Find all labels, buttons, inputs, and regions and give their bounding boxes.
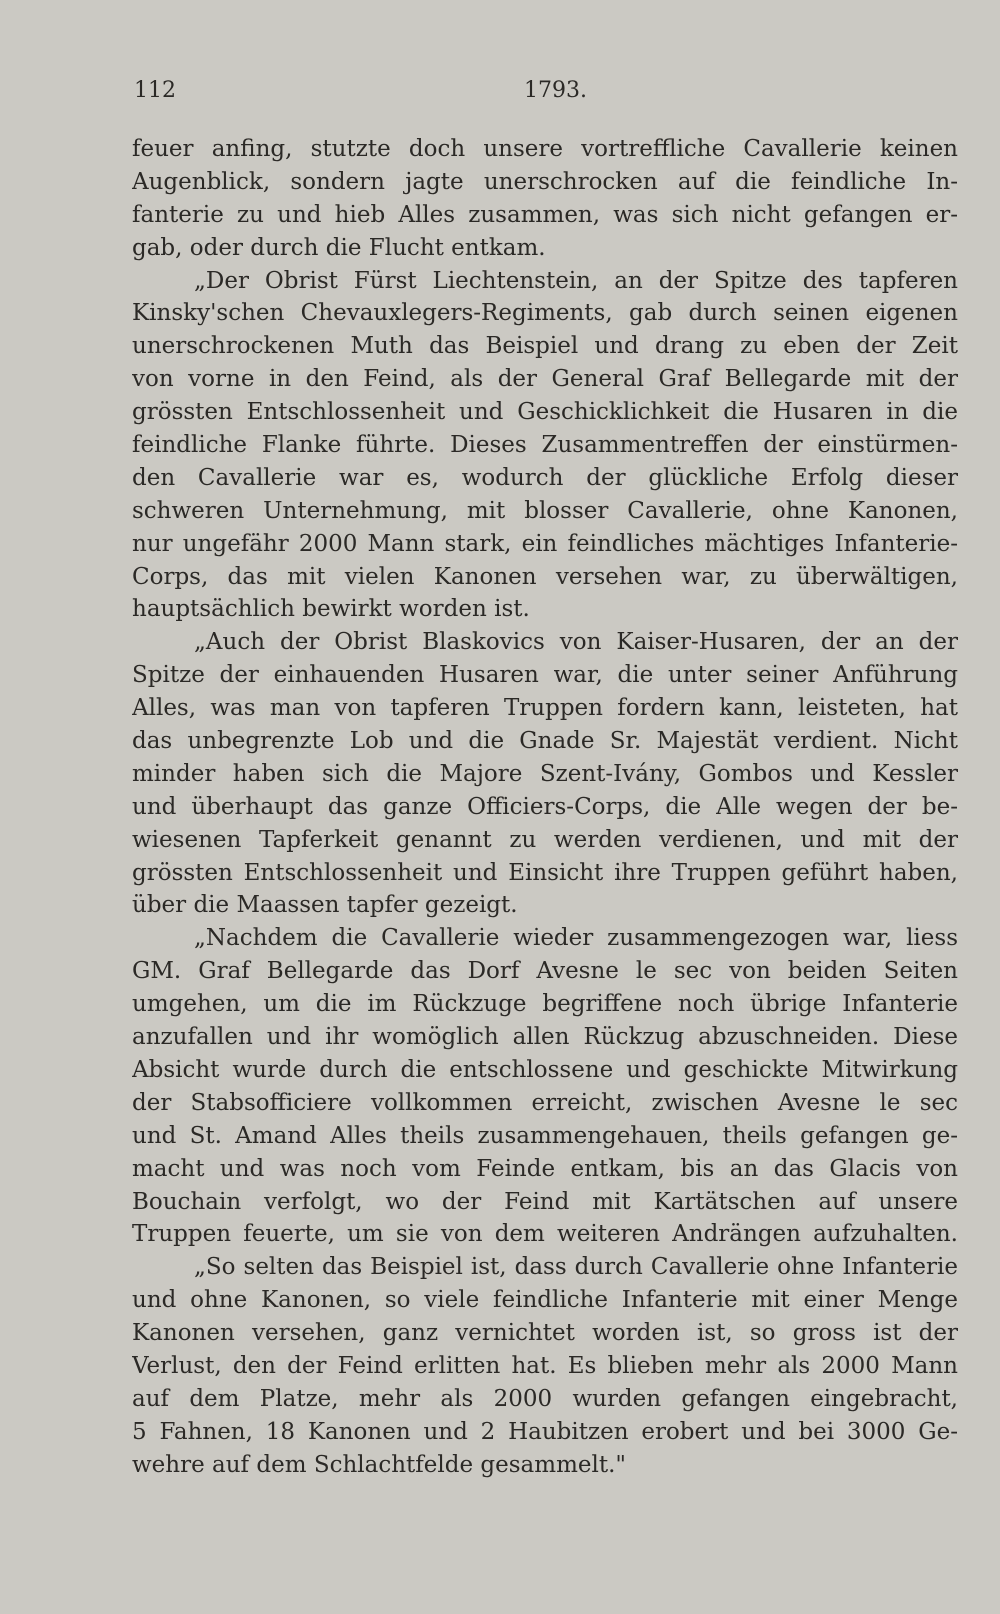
paragraph-first-line: „Nachdem die Cavallerie wieder zusammengezogen war, liess xyxy=(194,925,958,952)
text-line: nur ungefähr 2000 Mann stark, ein feindliches mächtiges Infanterie- xyxy=(132,530,958,557)
text-line: Absicht wurde durch die entschlossene und geschickte Mitwirkung xyxy=(132,1056,958,1083)
text-line: anzufallen und ihr womöglich allen Rückzug abzuschneiden. Diese xyxy=(132,1024,958,1051)
text-line: über die Maassen tapfer gezeigt. xyxy=(132,892,518,919)
text-line: Kinsky'schen Chevauxlegers-Regiments, gab durch seinen eigenen xyxy=(132,300,958,327)
running-head-year: 1793. xyxy=(524,78,587,103)
text-line: und ohne Kanonen, so viele feindliche Infanterie mit einer Menge xyxy=(132,1287,958,1314)
text-line: Corps, das mit vielen Kanonen versehen war, zu überwältigen, xyxy=(132,563,958,590)
text-line: 5 Fahnen, 18 Kanonen und 2 Haubitzen erobert und bei 3000 Ge- xyxy=(132,1418,958,1445)
text-line: Alles, was man von tapferen Truppen fordern kann, leisteten, hat xyxy=(132,695,958,722)
text-line: umgehen, um die im Rückzuge begriffene noch übrige Infanterie xyxy=(132,991,958,1018)
text-line: gab, oder durch die Flucht entkam. xyxy=(132,234,546,261)
text-line: und St. Amand Alles theils zusammengehauen, theils gefangen ge- xyxy=(132,1122,958,1149)
text-line: fanterie zu und hieb Alles zusammen, was sich nicht gefangen er- xyxy=(132,201,958,228)
text-line: grössten Entschlossenheit und Einsicht ihre Truppen geführt haben, xyxy=(132,859,958,886)
text-line: Augenblick, sondern jagte unerschrocken auf die feindliche In- xyxy=(132,168,958,195)
text-line: und überhaupt das ganze Officiers-Corps, die Alle wegen der be- xyxy=(132,793,958,820)
text-line: wiesenen Tapferkeit genannt zu werden verdienen, und mit der xyxy=(132,826,958,853)
paragraph-first-line: „Der Obrist Fürst Liechtenstein, an der Spitze des tapferen xyxy=(194,267,958,294)
text-line: minder haben sich die Majore Szent-Ivány, Gombos und Kessler xyxy=(132,760,958,787)
text-line: Truppen feuerte, um sie von dem weiteren Andrängen aufzuhalten. xyxy=(132,1221,958,1248)
text-line: grössten Entschlossenheit und Geschicklichkeit die Husaren in die xyxy=(132,399,958,426)
paragraph-first-line: „So selten das Beispiel ist, dass durch Cavallerie ohne Infanterie xyxy=(194,1254,958,1281)
text-line: unerschrockenen Muth das Beispiel und drang zu eben der Zeit xyxy=(132,333,958,360)
text-line: feindliche Flanke führte. Dieses Zusammentreffen der einstürmen- xyxy=(132,432,958,459)
text-line: auf dem Platze, mehr als 2000 wurden gefangen eingebracht, xyxy=(132,1385,958,1412)
text-line: den Cavallerie war es, wodurch der glückliche Erfolg dieser xyxy=(132,464,958,491)
text-line: von vorne in den Feind, als der General Graf Bellegarde mit der xyxy=(132,366,958,393)
page-number: 112 xyxy=(134,78,176,103)
text-line: schweren Unternehmung, mit blosser Cavallerie, ohne Kanonen, xyxy=(132,497,958,524)
text-line: Bouchain verfolgt, wo der Feind mit Kartätschen auf unsere xyxy=(132,1188,958,1215)
body-text xyxy=(132,133,958,1482)
text-line: GM. Graf Bellegarde das Dorf Avesne le sec von beiden Seiten xyxy=(132,958,958,985)
text-line: Spitze der einhauenden Husaren war, die unter seiner Anführung xyxy=(132,662,958,689)
text-line: hauptsächlich bewirkt worden ist. xyxy=(132,596,530,623)
running-head xyxy=(134,78,956,112)
paragraph-first-line: „Auch der Obrist Blaskovics von Kaiser-Husaren, der an der xyxy=(194,629,958,656)
text-line: macht und was noch vom Feinde entkam, bis an das Glacis von xyxy=(132,1155,958,1182)
text-line: das unbegrenzte Lob und die Gnade Sr. Majestät verdient. Nicht xyxy=(132,728,958,755)
text-line: Kanonen versehen, ganz vernichtet worden ist, so gross ist der xyxy=(132,1320,958,1347)
text-line: feuer anfing, stutzte doch unsere vortreffliche Cavallerie keinen xyxy=(132,136,958,162)
text-line: wehre auf dem Schlachtfelde gesammelt." xyxy=(132,1451,626,1478)
text-line: der Stabsofficiere vollkommen erreicht, zwischen Avesne le sec xyxy=(132,1089,958,1116)
text-line: Verlust, den der Feind erlitten hat. Es blieben mehr als 2000 Mann xyxy=(132,1352,958,1379)
